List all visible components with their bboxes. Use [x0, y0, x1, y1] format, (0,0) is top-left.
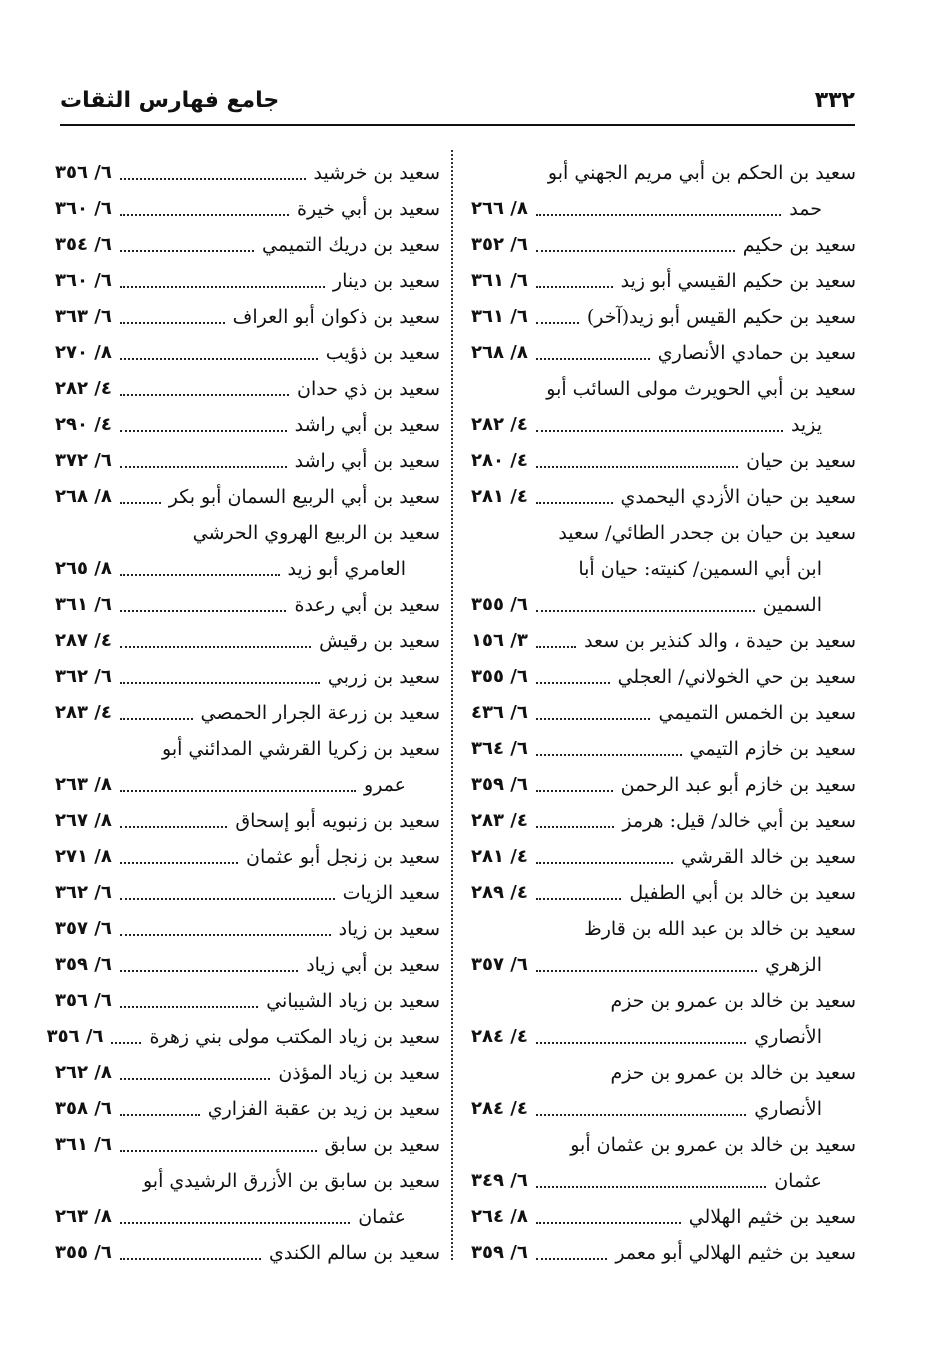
dot-leader: [120, 898, 335, 900]
entry-reference: ٤/ ٢٨٢: [471, 414, 528, 435]
dot-leader: [120, 574, 280, 576]
entry-name: سعيد بن حي الخولاني/ العجلي: [617, 666, 856, 688]
index-entry: [471, 947, 856, 983]
index-entry: [55, 335, 440, 371]
index-entry: [55, 911, 440, 947]
index-entry: [55, 587, 440, 623]
index-entry: [55, 299, 440, 335]
entry-reference: ٤/ ٢٨١: [471, 486, 528, 507]
index-entry: [471, 263, 856, 299]
entry-name: سعيد بن ذكوان أبو العراف: [232, 306, 440, 328]
index-entry: [471, 407, 856, 443]
entry-name: سعيد بن حيدة ، والد كنذير بن سعد: [584, 630, 856, 652]
dot-leader: [120, 430, 287, 432]
entry-name: سعيد بن سالم الكندي: [269, 1242, 440, 1264]
index-entry: [55, 191, 440, 227]
index-entry: [55, 1127, 440, 1163]
index-entry: [471, 515, 856, 551]
index-entry: [471, 1091, 856, 1127]
entry-name: ابن أبي السمين/ كنيته: حيان أبا: [578, 558, 822, 580]
entry-name: سعيد الزيات: [342, 882, 440, 904]
entry-reference: ٣/ ١٥٦: [471, 630, 528, 651]
entry-reference: ٦/ ٣٥٥: [55, 1242, 112, 1263]
dot-leader: [536, 502, 613, 504]
dot-leader: [120, 1114, 200, 1116]
entry-name: سعيد بن خازم أبو عبد الرحمن: [620, 774, 856, 796]
entry-name: سعيد بن دينار: [332, 270, 440, 292]
entry-reference: ٤/ ٢٨٤: [471, 1026, 528, 1047]
index-entry: [471, 479, 856, 515]
dot-leader: [120, 934, 331, 936]
entry-reference: ٦/ ٣٦١: [55, 1134, 112, 1155]
entry-reference: ٦/ ٣٥٦: [46, 1026, 104, 1047]
entry-name: سعيد بن خالد بن عمرو بن عثمان أبو: [570, 1134, 856, 1156]
dot-leader: [120, 682, 320, 684]
index-entry: [471, 1055, 856, 1091]
dot-leader: [120, 1222, 350, 1224]
dot-leader: [536, 754, 682, 756]
entry-name: الأنصاري: [754, 1026, 822, 1048]
entry-name: سعيد بن خالد بن عبد الله بن قارظ: [584, 918, 856, 940]
dot-leader: [536, 610, 755, 612]
entry-reference: ٦/ ٣٦١: [471, 270, 528, 291]
index-entry: [55, 227, 440, 263]
entry-reference: ٤/ ٢٨٢: [55, 378, 112, 399]
entry-name: سعيد بن سابق: [324, 1134, 440, 1156]
dot-leader: [120, 790, 356, 792]
page-number: ٣٣٢: [814, 88, 855, 113]
entry-reference: ٨/ ٢٧٠: [55, 342, 112, 363]
index-entry: [471, 299, 856, 335]
entry-name: سعيد بن زياد الشيباني: [266, 990, 440, 1012]
entry-name: يزيد: [790, 414, 822, 436]
dot-leader: [120, 322, 225, 324]
entry-reference: ٦/ ٣٦٢: [55, 666, 112, 687]
entry-reference: ٦/ ٣٦١: [471, 306, 528, 327]
dot-leader: [536, 862, 673, 864]
index-entry: [55, 155, 440, 191]
index-column-left: [46, 155, 440, 1265]
index-entry: [55, 659, 440, 695]
index-entry: [46, 1019, 440, 1055]
dot-leader: [536, 1114, 746, 1116]
dot-leader: [120, 1006, 258, 1008]
entry-reference: ٦/ ٣٥٩: [471, 774, 528, 795]
entry-name: سعيد بن أبي خيرة: [297, 198, 440, 220]
entry-reference: ٦/ ٣٥٧: [471, 954, 528, 975]
dot-leader: [120, 250, 254, 252]
entry-name: سعيد بن زنبويه أبو إسحاق: [235, 810, 440, 832]
entry-reference: ٦/ ٣٥٤: [55, 234, 112, 255]
entry-name: سعيد بن زرعة الجرار الحمصي: [200, 702, 440, 724]
dot-leader: [536, 322, 579, 324]
index-entry: [471, 587, 856, 623]
entry-name: سعيد بن أبي رعدة: [294, 594, 440, 616]
column-divider: [451, 150, 453, 1260]
entry-name: سعيد بن سابق بن الأزرق الرشيدي أبو: [142, 1170, 440, 1192]
index-entry: [471, 155, 856, 191]
entry-reference: ٨/ ٢٦٥: [55, 558, 112, 579]
entry-reference: ٦/ ٣٦٤: [471, 738, 528, 759]
entry-reference: ٤/ ٢٨٩: [471, 882, 528, 903]
entry-name: سعيد بن حمادي الأنصاري: [657, 342, 856, 364]
entry-reference: ٨/ ٢٦٨: [55, 486, 112, 507]
index-entry: [471, 731, 856, 767]
dot-leader: [120, 718, 193, 720]
index-entry: [471, 911, 856, 947]
entry-name: سعيد بن زياد المكتب مولى بني زهرة: [149, 1026, 440, 1048]
entry-name: عثمان: [358, 1206, 406, 1228]
index-entry: [55, 515, 440, 551]
dot-leader: [120, 502, 161, 504]
entry-name: سعيد بن خالد بن عمرو بن حزم: [610, 1062, 856, 1084]
index-entry: [55, 947, 440, 983]
dot-leader: [120, 1258, 261, 1260]
entry-reference: ٦/ ٣٦٣: [55, 306, 112, 327]
entry-reference: ٨/ ٢٦٢: [55, 1062, 112, 1083]
entry-reference: ٦/ ٣٤٩: [471, 1170, 528, 1191]
entry-reference: ٨/ ٢٦٧: [55, 810, 112, 831]
index-entry: [471, 227, 856, 263]
entry-name: سعيد بن خثيم الهلالي أبو معمر: [615, 1242, 856, 1264]
index-entry: [471, 659, 856, 695]
index-entry: [471, 551, 856, 587]
entry-reference: ٨/ ٢٧١: [55, 846, 112, 867]
index-entry: [55, 407, 440, 443]
index-entry: [55, 731, 440, 767]
entry-reference: ٦/ ٣٥٥: [471, 666, 528, 687]
index-entry: [471, 839, 856, 875]
entry-name: سعيد بن الحكم بن أبي مريم الجهني أبو: [547, 162, 856, 184]
entry-reference: ٦/ ٣٥٢: [471, 234, 528, 255]
entry-name: سعيد بن أبي راشد: [294, 450, 440, 472]
entry-reference: ٦/ ٣٧٢: [55, 450, 112, 471]
entry-reference: ٨/ ٢٦٣: [55, 1206, 112, 1227]
entry-name: سعيد بن خازم التيمي: [689, 738, 856, 760]
dot-leader: [536, 1222, 681, 1224]
entry-name: حمد: [789, 198, 822, 220]
index-entry: [55, 623, 440, 659]
entry-name: سعيد بن ذي حدان: [297, 378, 440, 400]
dot-leader: [536, 970, 757, 972]
entry-name: سعيد بن خالد القرشي: [681, 846, 856, 868]
dot-leader: [120, 358, 318, 360]
entry-reference: ٦/ ٣٥٦: [55, 162, 112, 183]
entry-name: سعيد بن الربيع الهروي الحرشي: [192, 522, 440, 544]
dot-leader: [536, 358, 650, 360]
dot-leader: [120, 862, 238, 864]
entry-name: سعيد بن حيان: [746, 450, 856, 472]
entry-reference: ٦/ ٣٥٩: [471, 1242, 528, 1263]
entry-name: سعيد بن أبي خالد/ قيل: هرمز: [622, 810, 856, 832]
entry-reference: ٤/ ٢٨١: [471, 846, 528, 867]
entry-reference: ٤/ ٢٨٧: [55, 630, 112, 651]
entry-name: سعيد بن الخمس التميمي: [658, 702, 856, 724]
entry-name: سعيد بن زنجل أبو عثمان: [246, 846, 440, 868]
entry-name: سعيد بن أبي الحويرث مولى السائب أبو: [546, 378, 856, 400]
entry-name: سعيد بن حيان بن جحدر الطائي/ سعيد: [558, 522, 856, 544]
dot-leader: [536, 214, 781, 216]
dot-leader: [111, 1042, 141, 1044]
entry-name: سعيد بن خثيم الهلالي: [688, 1206, 856, 1228]
entry-reference: ٦/ ٤٣٦: [471, 702, 528, 723]
entry-name: سعيد بن أبي الربيع السمان أبو بكر: [168, 486, 440, 508]
index-entry: [471, 875, 856, 911]
dot-leader: [120, 646, 311, 648]
dot-leader: [536, 250, 735, 252]
index-entry: [55, 551, 440, 587]
entry-reference: ٦/ ٣٥٧: [55, 918, 112, 939]
entry-reference: ٦/ ٣٦٢: [55, 882, 112, 903]
page-header: [60, 84, 855, 126]
dot-leader: [536, 790, 613, 792]
dot-leader: [536, 1186, 766, 1188]
entry-name: السمين: [762, 594, 822, 616]
index-entry: [471, 1199, 856, 1235]
entry-name: سعيد بن زيد بن عقبة الفزاري: [207, 1098, 440, 1120]
entry-reference: ٦/ ٣٥٥: [471, 594, 528, 615]
index-entry: [55, 1091, 440, 1127]
dot-leader: [536, 898, 622, 900]
running-title: جامع فهارس الثقات: [60, 88, 280, 113]
entry-name: سعيد بن خرشيد: [313, 162, 440, 184]
dot-leader: [120, 214, 289, 216]
index-entry: [55, 263, 440, 299]
entry-reference: ٤/ ٢٨٣: [55, 702, 112, 723]
index-entry: [471, 1127, 856, 1163]
entry-reference: ٤/ ٢٨٤: [471, 1098, 528, 1119]
index-column-right: [471, 155, 856, 1265]
entry-name: سعيد بن حكيم القيسي أبو زيد: [620, 270, 856, 292]
index-entry: [471, 695, 856, 731]
entry-name: سعيد بن زياد: [338, 918, 440, 940]
dot-leader: [120, 610, 287, 612]
entry-name: سعيد بن دريك التميمي: [262, 234, 440, 256]
entry-name: العامري أبو زيد: [287, 558, 406, 580]
entry-name: سعيد بن زربي: [327, 666, 440, 688]
dot-leader: [120, 394, 289, 396]
entry-name: عمرو: [364, 774, 406, 796]
entry-reference: ٤/ ٢٨٠: [471, 450, 528, 471]
entry-name: سعيد بن ذؤيب: [325, 342, 440, 364]
dot-leader: [536, 430, 783, 432]
entry-name: سعيد بن أبي زياد: [306, 954, 440, 976]
entry-name: سعيد بن زكريا القرشي المدائني أبو: [162, 738, 440, 760]
index-entry: [471, 335, 856, 371]
index-entry: [471, 1019, 856, 1055]
index-entry: [55, 767, 440, 803]
dot-leader: [536, 718, 651, 720]
entry-reference: ٤/ ٢٨٣: [471, 810, 528, 831]
index-entry: [471, 1163, 856, 1199]
dot-leader: [120, 1078, 271, 1080]
dot-leader: [120, 178, 306, 180]
dot-leader: [120, 286, 325, 288]
dot-leader: [536, 646, 576, 648]
entry-name: سعيد بن حيان الأزدي اليحمدي: [620, 486, 856, 508]
entry-name: سعيد بن حكيم: [742, 234, 856, 256]
dot-leader: [120, 826, 228, 828]
index-entry: [55, 695, 440, 731]
dot-leader: [536, 286, 613, 288]
entry-reference: ٨/ ٢٦٦: [471, 198, 528, 219]
entry-name: عثمان: [774, 1170, 822, 1192]
dot-leader: [536, 682, 610, 684]
index-entry: [471, 191, 856, 227]
index-entry: [471, 443, 856, 479]
entry-reference: ٦/ ٣٥٨: [55, 1098, 112, 1119]
index-entry: [55, 839, 440, 875]
index-entry: [55, 1055, 440, 1091]
index-entry: [55, 803, 440, 839]
entry-name: الزهري: [765, 954, 822, 976]
index-entry: [55, 1163, 440, 1199]
entry-reference: ٨/ ٢٦٨: [471, 342, 528, 363]
index-entry: [55, 443, 440, 479]
index-entry: [55, 983, 440, 1019]
entry-name: الأنصاري: [754, 1098, 822, 1120]
dot-leader: [536, 466, 738, 468]
dot-leader: [120, 1150, 317, 1152]
dot-leader: [536, 826, 615, 828]
entry-reference: ٦/ ٣٦٠: [55, 270, 112, 291]
entry-name: سعيد بن حكيم القيس أبو زيد(آخر): [586, 306, 856, 328]
entry-name: سعيد بن زياد المؤذن: [278, 1062, 440, 1084]
entry-name: سعيد بن خالد بن عمرو بن حزم: [610, 990, 856, 1012]
entry-reference: ٦/ ٣٦١: [55, 594, 112, 615]
entry-name: سعيد بن خالد بن أبي الطفيل: [629, 882, 856, 904]
entry-reference: ٨/ ٢٦٣: [55, 774, 112, 795]
entry-reference: ٦/ ٣٦٠: [55, 198, 112, 219]
index-entry: [471, 803, 856, 839]
index-entry: [55, 1235, 440, 1271]
entry-reference: ٦/ ٣٥٩: [55, 954, 112, 975]
entry-name: سعيد بن أبي راشد: [294, 414, 440, 436]
dot-leader: [120, 970, 298, 972]
index-entry: [471, 767, 856, 803]
index-entry: [471, 983, 856, 1019]
entry-reference: ٨/ ٢٦٤: [471, 1206, 528, 1227]
entry-reference: ٦/ ٣٥٦: [55, 990, 112, 1011]
dot-leader: [536, 1042, 746, 1044]
index-entry: [55, 1199, 440, 1235]
index-entry: [55, 479, 440, 515]
dot-leader: [536, 1258, 608, 1260]
index-entry: [55, 875, 440, 911]
entry-reference: ٤/ ٢٩٠: [55, 414, 112, 435]
index-entry: [471, 1235, 856, 1271]
index-entry: [471, 371, 856, 407]
index-entry: [55, 371, 440, 407]
index-entry: [471, 623, 856, 659]
entry-name: سعيد بن رقيش: [319, 630, 440, 652]
dot-leader: [120, 466, 287, 468]
